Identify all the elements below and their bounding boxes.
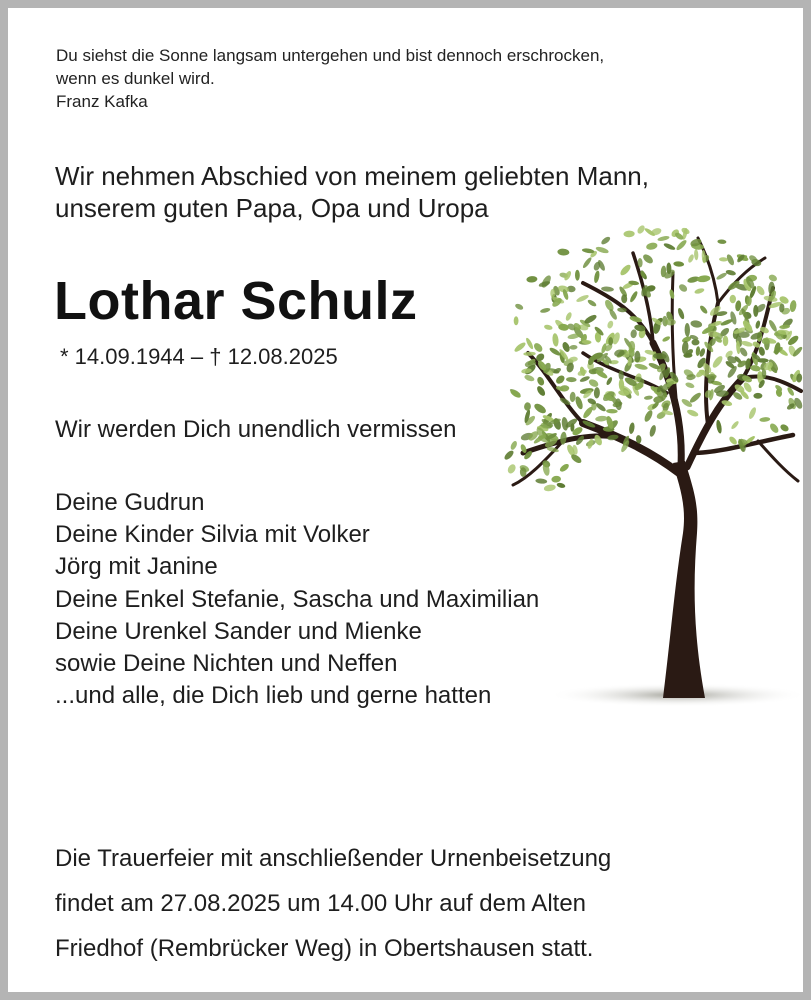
leaf bbox=[506, 463, 517, 475]
family-line: sowie Deine Nichten und Neffen bbox=[55, 650, 398, 678]
leaf bbox=[561, 417, 569, 431]
leaf bbox=[694, 249, 699, 260]
leaf bbox=[595, 246, 609, 255]
leaf bbox=[755, 320, 761, 329]
leaf bbox=[543, 484, 556, 492]
leaf bbox=[524, 374, 536, 383]
leaf bbox=[636, 224, 646, 235]
leaf bbox=[723, 335, 729, 346]
leaf bbox=[686, 408, 699, 417]
leaf bbox=[755, 284, 766, 296]
leaf bbox=[509, 440, 518, 451]
leaf bbox=[691, 339, 699, 345]
family-line: Deine Urenkel Sander und Mienke bbox=[55, 617, 422, 645]
leaf bbox=[513, 341, 527, 353]
leaf bbox=[630, 329, 637, 338]
quote-line: wenn es dunkel wird. bbox=[56, 69, 215, 88]
leaf bbox=[548, 346, 561, 357]
leaf bbox=[729, 311, 738, 325]
leaf bbox=[711, 355, 724, 370]
leaf bbox=[657, 235, 670, 242]
leaf bbox=[740, 340, 753, 348]
family-line: ...und alle, die Dich lieb und gerne hatten bbox=[55, 682, 492, 710]
leaf bbox=[699, 304, 709, 314]
leaf bbox=[663, 242, 676, 251]
leaf bbox=[606, 320, 614, 329]
family-line: Deine Enkel Stefanie, Sascha und Maximilian bbox=[55, 585, 540, 613]
leaf bbox=[687, 254, 695, 264]
leaf bbox=[619, 263, 633, 277]
leaf bbox=[730, 420, 740, 430]
intro-line: unserem guten Papa, Opa und Uropa bbox=[55, 193, 489, 223]
leaf bbox=[535, 478, 547, 484]
family-list bbox=[55, 487, 539, 712]
obituary-card bbox=[8, 8, 803, 992]
family-line: Deine Gudrun bbox=[55, 489, 205, 516]
leaf bbox=[524, 402, 532, 411]
leaf bbox=[536, 376, 545, 387]
leaf bbox=[730, 295, 736, 304]
leaf bbox=[728, 435, 738, 446]
leaf bbox=[675, 239, 688, 252]
leaf bbox=[526, 276, 538, 283]
leaf bbox=[779, 423, 790, 433]
service-line: Die Trauerfeier mit anschließender Urnenbeisetzung bbox=[55, 845, 612, 872]
leaf bbox=[533, 402, 548, 415]
leaf bbox=[789, 300, 797, 313]
leaf bbox=[579, 375, 590, 383]
quote-line: Du siehst die Sonne langsam untergehen und bist dennoch erschrocken, bbox=[56, 46, 605, 65]
leaf bbox=[569, 345, 577, 350]
leaf bbox=[606, 409, 618, 414]
leaf bbox=[649, 424, 657, 437]
deceased-name: Lothar Schulz bbox=[54, 271, 418, 331]
kafka-quote bbox=[56, 44, 756, 113]
leaf bbox=[552, 333, 559, 347]
family-line: Jörg mit Janine bbox=[55, 553, 218, 581]
leaf bbox=[566, 377, 577, 383]
leaf bbox=[570, 392, 576, 403]
leaf bbox=[715, 419, 722, 433]
leaf bbox=[768, 319, 779, 333]
leaf bbox=[716, 272, 728, 281]
leaf bbox=[503, 449, 515, 461]
leaf bbox=[641, 253, 654, 266]
leaf bbox=[690, 320, 703, 329]
service-line: Friedhof (Rembrücker Weg) in Obertshausen statt. bbox=[55, 935, 594, 962]
leaf bbox=[768, 273, 778, 282]
intro-line: Wir nehmen Abschied von meinem geliebten Mann, bbox=[55, 161, 649, 191]
service-line: findet am 27.08.2025 um 14.00 Uhr auf dem Alten bbox=[55, 890, 587, 917]
leaf bbox=[719, 257, 728, 262]
leaf bbox=[544, 324, 554, 331]
leaf bbox=[673, 261, 684, 267]
leaf bbox=[559, 462, 571, 473]
leaf bbox=[514, 303, 524, 311]
leaf bbox=[525, 337, 535, 350]
leaf bbox=[662, 335, 671, 342]
leaf bbox=[556, 482, 566, 489]
leaf bbox=[565, 311, 573, 321]
leaf bbox=[575, 294, 589, 304]
leaf bbox=[678, 283, 689, 294]
leaf bbox=[629, 290, 639, 303]
leaf bbox=[588, 378, 600, 389]
leaf bbox=[628, 422, 635, 434]
leaf bbox=[669, 289, 675, 300]
leaf bbox=[535, 385, 546, 397]
tree-illustration bbox=[503, 203, 803, 713]
leaf bbox=[582, 405, 595, 419]
leaf bbox=[523, 351, 536, 356]
leaf bbox=[677, 307, 686, 320]
leaf bbox=[514, 316, 519, 325]
leaf bbox=[532, 342, 544, 354]
leaf bbox=[587, 299, 598, 308]
leaf bbox=[593, 270, 600, 283]
leaf bbox=[717, 239, 726, 244]
life-dates: * 14.09.1944 – † 12.08.2025 bbox=[60, 344, 338, 369]
leaf bbox=[634, 363, 648, 371]
leaf bbox=[554, 374, 566, 386]
leaf bbox=[594, 387, 600, 399]
leaf bbox=[694, 287, 705, 294]
leaf bbox=[768, 422, 780, 434]
leaf bbox=[753, 393, 762, 399]
leaf bbox=[696, 275, 710, 283]
leaf bbox=[574, 395, 584, 410]
leaf bbox=[551, 475, 561, 483]
leaf bbox=[644, 395, 653, 400]
leaf bbox=[540, 307, 551, 314]
leaf bbox=[557, 248, 569, 256]
leaf bbox=[720, 318, 734, 327]
leaf bbox=[601, 286, 614, 292]
quote-author: Franz Kafka bbox=[56, 92, 148, 111]
leaf bbox=[685, 381, 695, 389]
leaf bbox=[582, 256, 593, 269]
leaf bbox=[643, 409, 654, 423]
farewell-line: Wir werden Dich unendlich vermissen bbox=[55, 416, 457, 443]
leaf bbox=[688, 391, 702, 404]
leaf bbox=[623, 230, 634, 237]
funeral-service-info bbox=[55, 836, 611, 971]
leaf bbox=[595, 415, 608, 422]
leaf bbox=[684, 323, 690, 337]
leaf bbox=[600, 235, 611, 245]
leaf bbox=[725, 269, 736, 276]
leaf bbox=[748, 406, 758, 420]
leaf bbox=[575, 270, 580, 281]
family-line: Deine Kinder Silvia mit Volker bbox=[55, 521, 370, 549]
leaf bbox=[646, 242, 659, 251]
leaf bbox=[759, 417, 770, 423]
